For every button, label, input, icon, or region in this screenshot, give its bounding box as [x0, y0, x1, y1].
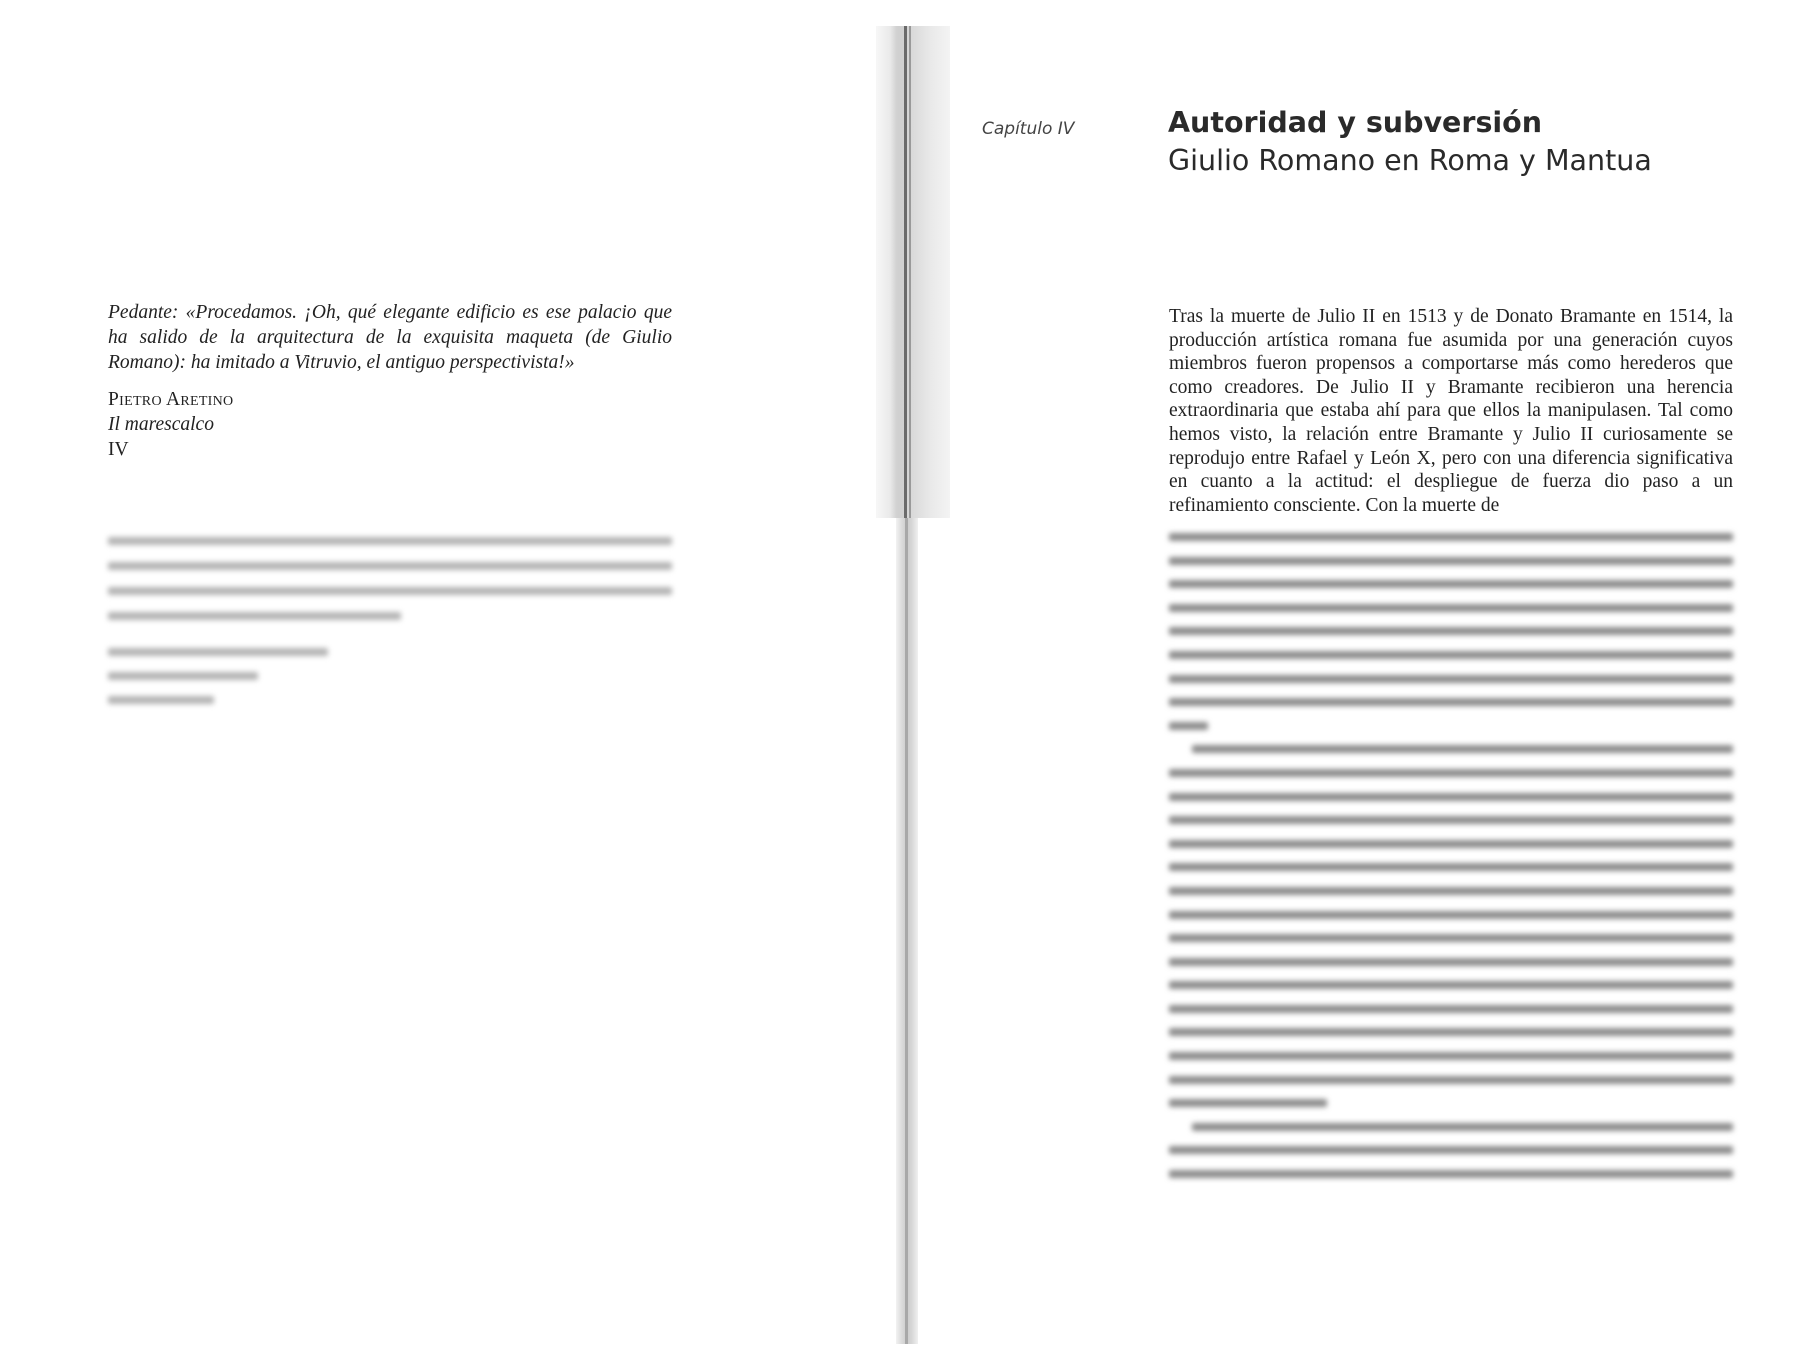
epigraph-attribution: [108, 387, 233, 462]
chapter-subtitle: Giulio Romano en Roma y Mantua: [1168, 144, 1652, 177]
attribution-work: Il marescalco: [108, 414, 214, 435]
chapter-label: Capítulo IV: [982, 119, 1075, 139]
blurred-body-text: [1169, 533, 1733, 1194]
chapter-title: Autoridad y subversión: [1168, 106, 1543, 139]
blurred-epigraph: [108, 537, 672, 637]
attribution-section: IV: [108, 439, 129, 460]
attribution-author: Pietro Aretino: [108, 389, 234, 410]
body-paragraph: Tras la muerte de Julio II en 1513 y de Donato Bramante en 1514, la producción artística romana fue asumida por una generación cuyos miembros fueron propensos a comportarse más como herederos que como creadores. De Julio II y Bramante recibieron una herencia extraordinaria que estaba ahí para que ellos la manipulasen. Tal como hemos visto, la relación entre Bramante y Julio II curiosamente se reprodujo entre Rafael y León X, pero con una diferencia significativa en cuanto a la actitud: el despliegue de fuerza dio paso a un refinamiento consciente. Con la muerte de: [1169, 306, 1733, 516]
book-spine: [876, 26, 954, 1344]
body-text: [1169, 305, 1733, 517]
left-page: [0, 0, 880, 1360]
blurred-attribution: [108, 648, 328, 721]
epigraph-quote: Pedante: «Procedamos. ¡Oh, qué elegante edificio es ese palacio que ha salido de la arquitectura de la exquisita maqueta (de Giulio Romano): ha imitado a Vitruvio, el antiguo perspectivista!»: [108, 302, 672, 373]
